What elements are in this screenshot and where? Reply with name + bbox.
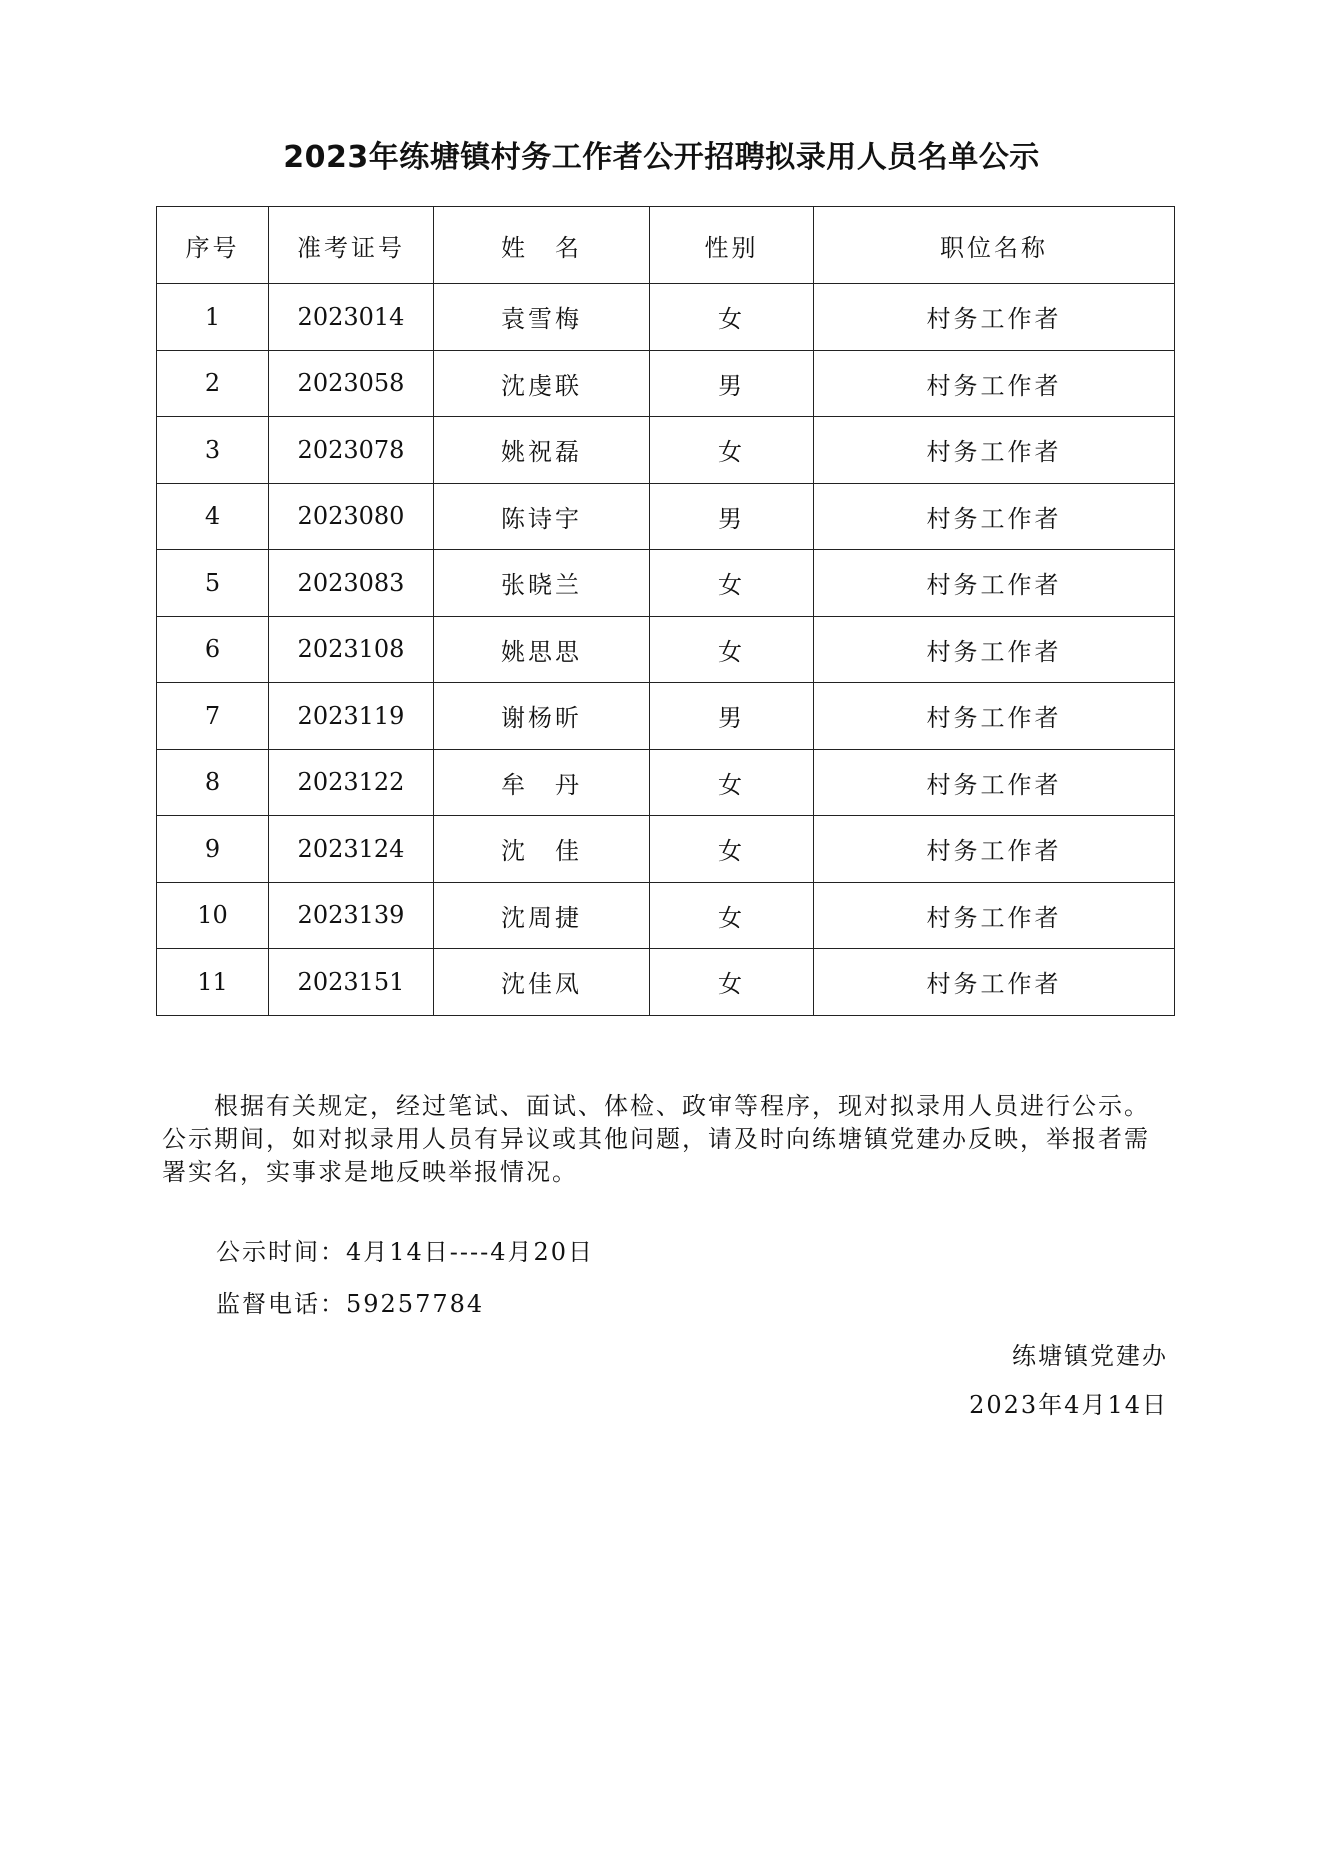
cell-name: 姚祝磊 <box>434 417 650 484</box>
cell-name: 沈周捷 <box>434 882 650 949</box>
cell-position: 村务工作者 <box>814 417 1175 484</box>
issue-date: 2023年4月14日 <box>969 1391 1168 1419</box>
cell-index: 3 <box>157 417 269 484</box>
cell-name: 陈诗宇 <box>434 483 650 550</box>
supervision-phone: 监督电话：59257784 <box>216 1290 485 1318</box>
cell-gender: 女 <box>650 816 814 883</box>
table-row <box>157 816 1175 883</box>
cell-exam-number: 2023080 <box>269 483 434 550</box>
cell-name: 沈虔联 <box>434 350 650 417</box>
candidate-table <box>156 206 1175 1016</box>
issuer: 练塘镇党建办 <box>1012 1342 1168 1370</box>
cell-position: 村务工作者 <box>814 350 1175 417</box>
cell-position: 村务工作者 <box>814 949 1175 1016</box>
cell-gender: 男 <box>650 350 814 417</box>
table-row <box>157 550 1175 617</box>
cell-position: 村务工作者 <box>814 616 1175 683</box>
cell-index: 11 <box>157 949 269 1016</box>
header-gender: 性别 <box>650 207 814 284</box>
cell-gender: 女 <box>650 284 814 351</box>
cell-gender: 男 <box>650 483 814 550</box>
cell-name: 牟 丹 <box>434 749 650 816</box>
cell-gender: 女 <box>650 749 814 816</box>
cell-position: 村务工作者 <box>814 816 1175 883</box>
cell-exam-number: 2023014 <box>269 284 434 351</box>
header-position: 职位名称 <box>814 207 1175 284</box>
header-name: 姓 名 <box>434 207 650 284</box>
cell-index: 2 <box>157 350 269 417</box>
cell-exam-number: 2023139 <box>269 882 434 949</box>
table-row <box>157 284 1175 351</box>
cell-name: 姚思思 <box>434 616 650 683</box>
notice-paragraph: 根据有关规定，经过笔试、面试、体检、政审等程序，现对拟录用人员进行公示。公示期间，如对拟录用人员有异议或其他问题，请及时向练塘镇党建办反映，举报者需署实名，实事求是地反映举报情况。 <box>162 1092 1150 1186</box>
cell-name: 谢杨昕 <box>434 683 650 750</box>
table-row <box>157 417 1175 484</box>
cell-exam-number: 2023108 <box>269 616 434 683</box>
cell-position: 村务工作者 <box>814 284 1175 351</box>
table-row <box>157 749 1175 816</box>
table-row <box>157 882 1175 949</box>
cell-exam-number: 2023122 <box>269 749 434 816</box>
cell-exam-number: 2023119 <box>269 683 434 750</box>
page-title: 2023年练塘镇村务工作者公开招聘拟录用人员名单公示 <box>283 140 1040 175</box>
cell-index: 8 <box>157 749 269 816</box>
cell-position: 村务工作者 <box>814 882 1175 949</box>
cell-index: 9 <box>157 816 269 883</box>
cell-name: 沈 佳 <box>434 816 650 883</box>
cell-index: 10 <box>157 882 269 949</box>
cell-gender: 男 <box>650 683 814 750</box>
cell-exam-number: 2023151 <box>269 949 434 1016</box>
table-row <box>157 483 1175 550</box>
cell-gender: 女 <box>650 949 814 1016</box>
cell-exam-number: 2023124 <box>269 816 434 883</box>
cell-gender: 女 <box>650 550 814 617</box>
table-row <box>157 616 1175 683</box>
table-header-row <box>157 207 1175 284</box>
cell-name: 张晓兰 <box>434 550 650 617</box>
cell-index: 5 <box>157 550 269 617</box>
cell-name: 袁雪梅 <box>434 284 650 351</box>
cell-exam-number: 2023058 <box>269 350 434 417</box>
cell-gender: 女 <box>650 882 814 949</box>
table-row <box>157 350 1175 417</box>
header-exam-number: 准考证号 <box>269 207 434 284</box>
table-body <box>157 284 1175 1016</box>
cell-index: 6 <box>157 616 269 683</box>
header-index: 序号 <box>157 207 269 284</box>
publicity-period: 公示时间：4月14日----4月20日 <box>216 1238 595 1266</box>
cell-gender: 女 <box>650 417 814 484</box>
table-row <box>157 683 1175 750</box>
cell-index: 7 <box>157 683 269 750</box>
table-row <box>157 949 1175 1016</box>
cell-index: 1 <box>157 284 269 351</box>
cell-exam-number: 2023083 <box>269 550 434 617</box>
cell-gender: 女 <box>650 616 814 683</box>
cell-position: 村务工作者 <box>814 550 1175 617</box>
cell-position: 村务工作者 <box>814 749 1175 816</box>
cell-position: 村务工作者 <box>814 683 1175 750</box>
cell-index: 4 <box>157 483 269 550</box>
cell-name: 沈佳凤 <box>434 949 650 1016</box>
cell-exam-number: 2023078 <box>269 417 434 484</box>
cell-position: 村务工作者 <box>814 483 1175 550</box>
